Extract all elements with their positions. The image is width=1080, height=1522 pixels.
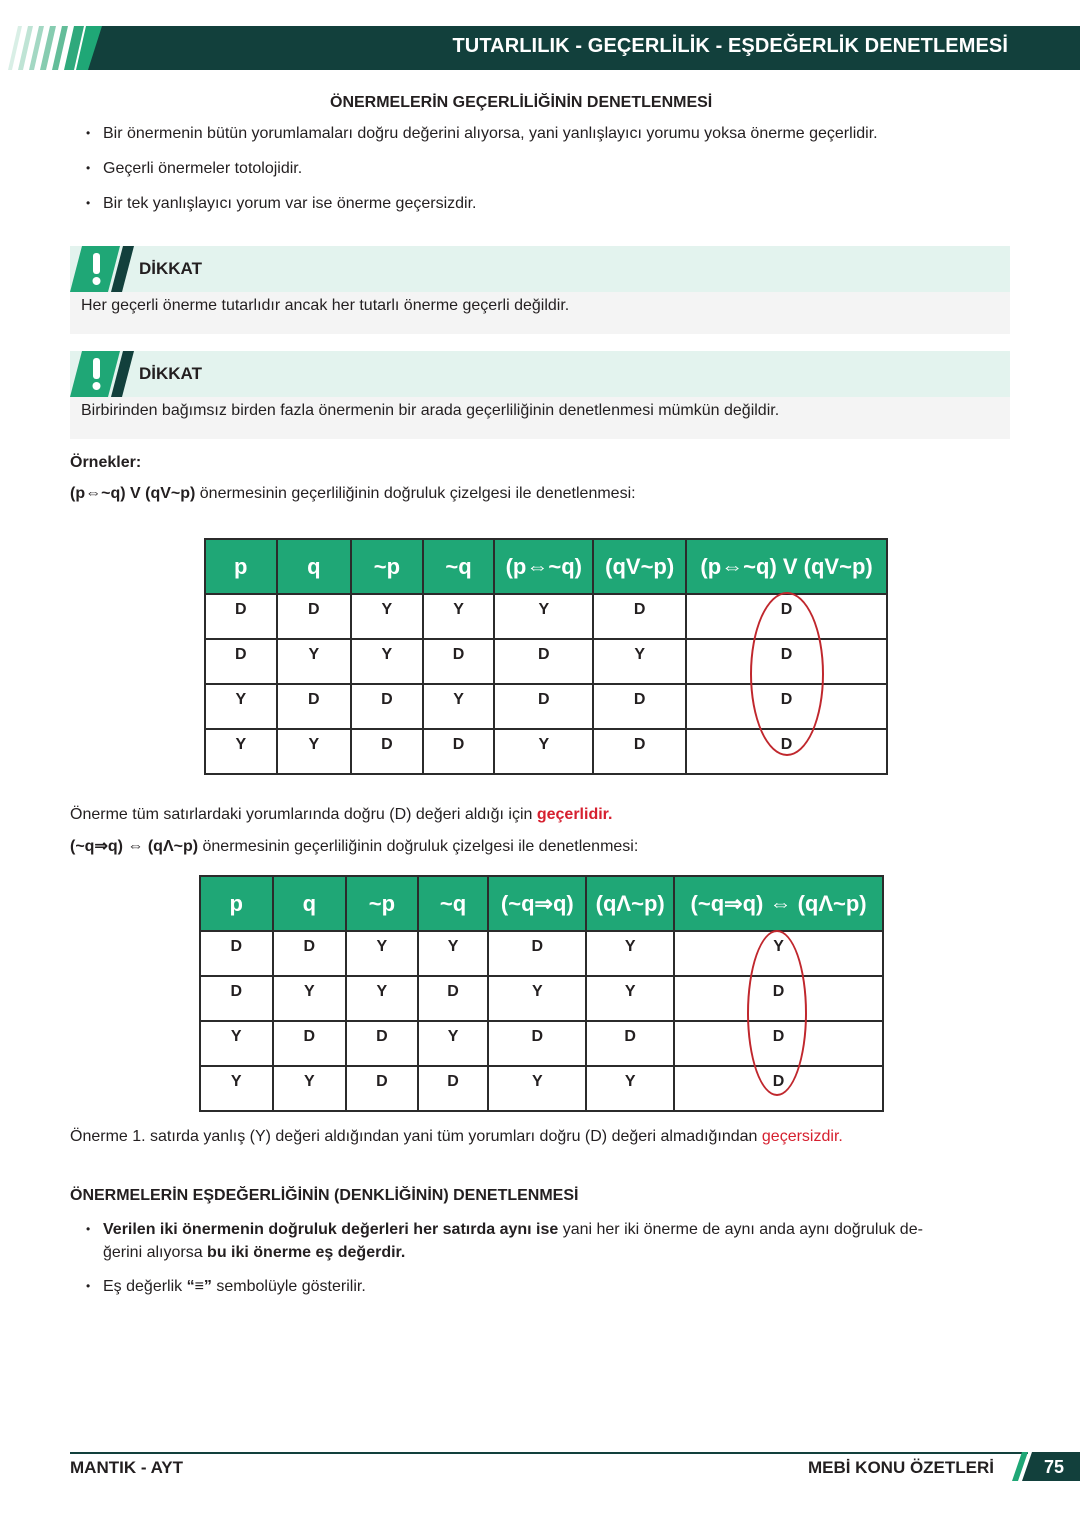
column-header: ~q	[423, 539, 495, 594]
column-header: (p⇔~q) V (qV~p)	[686, 539, 887, 594]
table-cell: D	[277, 684, 352, 729]
table-cell: D	[273, 931, 347, 976]
conclusion-highlight: geçerlidir.	[536, 806, 613, 823]
bullet-item	[86, 157, 302, 180]
conclusion-text: Önerme 1. satırda yanlış (Y) değeri aldığından yani tüm yorumları doğru (D) değeri almadığından	[70, 1128, 762, 1145]
column-header: q	[277, 539, 352, 594]
bullet-normal-text: Eş değerlik	[103, 1278, 187, 1295]
table-cell: Y	[593, 639, 686, 684]
bullet-normal-text: yani her iki önerme de aynı anda aynı doğruluk de-	[558, 1221, 923, 1238]
bullet-dot-icon: •	[86, 1222, 91, 1236]
table-cell: D	[674, 1066, 883, 1111]
table-cell: D	[346, 1066, 418, 1111]
column-header: (qV~p)	[593, 539, 686, 594]
bullet-bold-text: bu iki önerme eş değerdir.	[207, 1244, 406, 1261]
bullet-item	[86, 122, 878, 145]
table-cell: Y	[586, 1066, 674, 1111]
table-cell: D	[686, 639, 887, 684]
example1-intro-text: önermesinin geçerliliğinin doğruluk çizelgesi ile denetlenmesi:	[195, 485, 636, 502]
table-cell: D	[418, 976, 489, 1021]
table-cell: D	[593, 729, 686, 774]
section-title-equivalence: ÖNERMELERİN EŞDEĞERLİĞİNİN (DENKLİĞİNİN) DENETLENMESİ	[70, 1187, 579, 1204]
attention-callout	[70, 246, 1010, 334]
table-cell: D	[346, 1021, 418, 1066]
example1-intro	[70, 485, 636, 503]
table-cell: D	[593, 684, 686, 729]
table-cell: D	[494, 684, 593, 729]
column-header: p	[200, 876, 273, 931]
bullet-item	[86, 192, 476, 215]
table-cell: Y	[488, 976, 586, 1021]
table-cell: Y	[423, 684, 495, 729]
examples-heading: Örnekler:	[70, 454, 142, 471]
table-cell: D	[423, 729, 495, 774]
table-cell: D	[686, 684, 887, 729]
bullet-normal-text: ğerini alıyorsa	[103, 1244, 208, 1261]
table-cell: Y	[277, 639, 352, 684]
conclusion-text: Önerme tüm satırlardaki yorumlarında doğru (D) değeri aldığı için	[70, 806, 537, 823]
table-cell: D	[418, 1066, 489, 1111]
bullet-text	[103, 1275, 366, 1298]
table-cell: Y	[273, 1066, 347, 1111]
equivalence-symbol: “≡”	[186, 1278, 212, 1295]
table-header-row	[200, 876, 883, 931]
callout-label: DİKKAT	[139, 259, 202, 278]
footer-subject: MANTIK - AYT	[70, 1458, 184, 1477]
bullet-dot-icon: •	[86, 196, 91, 210]
bullet-normal-text: sembolüyle gösterilir.	[211, 1278, 366, 1295]
table-cell: D	[488, 1021, 586, 1066]
footer-divider	[70, 1452, 1028, 1454]
column-header: ~p	[346, 876, 418, 931]
bullet-item	[86, 1218, 1016, 1264]
exclamation-warning-icon	[70, 246, 136, 292]
table-cell: Y	[277, 729, 352, 774]
table-cell: Y	[418, 1021, 489, 1066]
example2-conclusion	[70, 1128, 843, 1146]
conclusion-highlight: geçersizdir.	[761, 1128, 843, 1145]
bullet-dot-icon: •	[86, 126, 91, 140]
table-cell: Y	[351, 594, 423, 639]
table-cell: Y	[674, 931, 883, 976]
callout-header	[70, 351, 1010, 397]
bullet-text: Geçerli önermeler totolojidir.	[103, 160, 303, 177]
table-cell: D	[205, 594, 277, 639]
column-header: ~q	[418, 876, 489, 931]
page-number: 75	[1044, 1457, 1065, 1477]
column-header: (~q⇒q)	[488, 876, 586, 931]
table-cell: D	[351, 729, 423, 774]
table-header-row	[205, 539, 887, 594]
table-cell: D	[273, 1021, 347, 1066]
page-header-title: TUTARLILIK - GEÇERLİLİK - EŞDEĞERLİK DENETLEMESİ	[452, 35, 1008, 57]
table-cell: Y	[205, 729, 277, 774]
example2-intro	[70, 836, 638, 856]
table-cell: D	[488, 931, 586, 976]
column-header: q	[273, 876, 347, 931]
table-cell: D	[674, 976, 883, 1021]
result-column-highlight-ellipse	[750, 592, 824, 756]
table-cell: D	[200, 931, 273, 976]
callout-header	[70, 246, 1010, 292]
table-cell: D	[586, 1021, 674, 1066]
table-cell: D	[494, 639, 593, 684]
bullet-text: Bir tek yanlışlayıcı yorum var ise önerme geçersizdir.	[103, 195, 477, 212]
table-cell: Y	[494, 594, 593, 639]
table-cell: Y	[586, 976, 674, 1021]
column-header: ~p	[351, 539, 423, 594]
bullet-text: Bir önermenin bütün yorumlamaları doğru değerini alıyorsa, yani yanlışlayıcı yorumu yoksa önerme geçerlidir.	[103, 125, 878, 142]
callout-label: DİKKAT	[139, 364, 202, 383]
example1-conclusion	[70, 806, 612, 824]
section-title-validity: ÖNERMELERİN GEÇERLİLİĞİNİN DENETLENMESİ	[330, 94, 713, 111]
bullet-text	[103, 1218, 1016, 1264]
table-cell: D	[205, 639, 277, 684]
column-header: (p⇔~q)	[494, 539, 593, 594]
example2-formula: (~q⇒q) ⇔ (qΛ~p)	[70, 838, 199, 855]
page-header	[0, 26, 1080, 70]
column-header: (qΛ~p)	[586, 876, 674, 931]
table-cell: Y	[351, 639, 423, 684]
callout-text: Her geçerli önerme tutarlıdır ancak her tutarlı önerme geçerli değildir.	[70, 292, 1010, 334]
table-cell: D	[593, 594, 686, 639]
attention-callout	[70, 351, 1010, 439]
table-cell: Y	[346, 976, 418, 1021]
table-cell: Y	[423, 594, 495, 639]
table-cell: Y	[200, 1021, 273, 1066]
column-header: (~q⇒q) ⇔ (qΛ~p)	[674, 876, 883, 931]
example2-intro-text: önermesinin geçerliliğinin doğruluk çizelgesi ile denetlenmesi:	[198, 838, 639, 855]
table-cell: Y	[273, 976, 347, 1021]
table-cell: D	[200, 976, 273, 1021]
result-column-highlight-ellipse	[747, 930, 807, 1096]
exclamation-warning-icon	[70, 351, 136, 397]
column-header: p	[205, 539, 277, 594]
table-cell: Y	[586, 931, 674, 976]
table-cell: Y	[200, 1066, 273, 1111]
table-cell: Y	[418, 931, 489, 976]
callout-text: Birbirinden bağımsız birden fazla önermenin bir arada geçerliliğinin denetlenmesi mümkün değildir.	[70, 397, 1010, 439]
table-cell: Y	[494, 729, 593, 774]
bullet-item	[86, 1275, 366, 1298]
bullet-dot-icon: •	[86, 1279, 91, 1293]
table-cell: Y	[488, 1066, 586, 1111]
footer-series-title: MEBİ KONU ÖZETLERİ	[807, 1458, 994, 1477]
table-cell: Y	[346, 931, 418, 976]
table-cell: D	[686, 729, 887, 774]
table-cell: D	[686, 594, 887, 639]
table-cell: Y	[205, 684, 277, 729]
table-cell: D	[277, 594, 352, 639]
table-cell: D	[674, 1021, 883, 1066]
example1-formula: (p⇔~q) V (qV~p)	[70, 485, 196, 502]
bullet-bold-text: Verilen iki önermenin doğruluk değerleri her satırda aynı ise	[103, 1221, 559, 1238]
table-cell: D	[351, 684, 423, 729]
table-cell: D	[423, 639, 495, 684]
bullet-dot-icon: •	[86, 161, 91, 175]
